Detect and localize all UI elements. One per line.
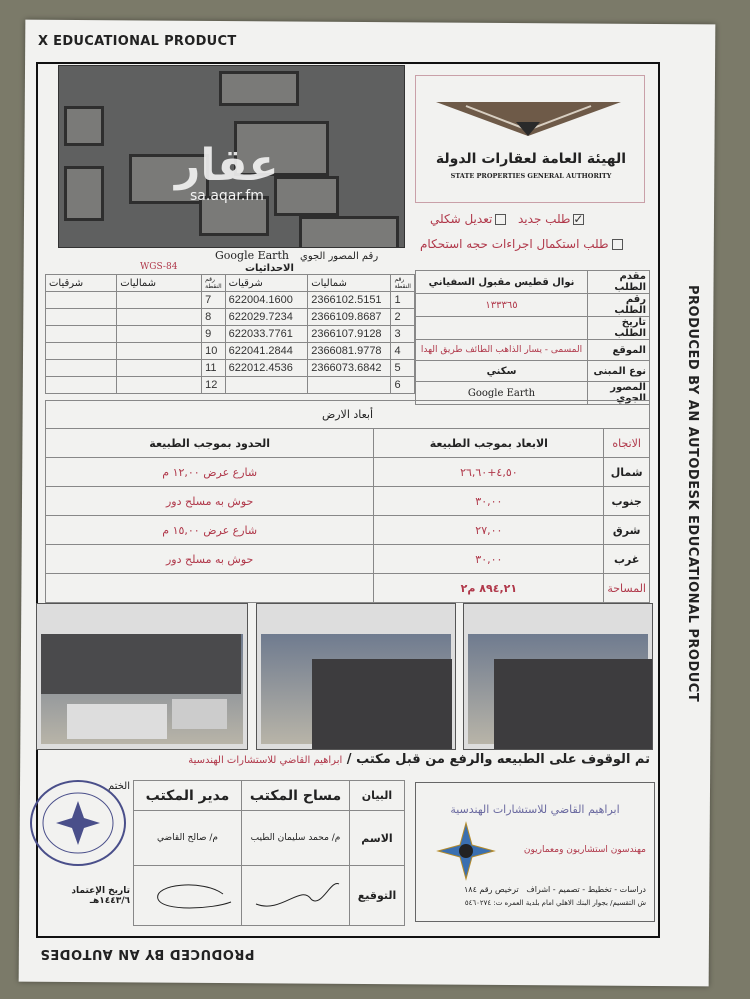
table-row: نوع المبنى سكني — [416, 361, 650, 382]
table-row: شرق ٢٧,٠٠ شارع عرض ١٥,٠٠ م — [46, 516, 650, 545]
educational-watermark-bottom: PRODUCED BY AN AUTODES — [40, 946, 255, 961]
land-dimensions-table: أبعاد الارض الاتجاه الابعاد بموجب الطبيعة الحدود بموجب الطبيعة شمال ٤,٥٠+٢٦,٦٠ شارع عرض ١٢,٠٠ م جنوب ٣٠,٠٠ حوش به مسلح دور شرق ٢٧,٠٠ شارع عرض ١٥,٠٠ م غرب ٣٠,٠٠ حوش به مسلح دور المساحة ٨٩٤,٢١ م٢ — [45, 400, 650, 603]
office-stamp-icon — [28, 776, 128, 871]
site-photo-1 — [36, 603, 248, 750]
table-row: شمال ٤,٥٠+٢٦,٦٠ شارع عرض ١٢,٠٠ م — [46, 458, 650, 487]
site-photo-3 — [463, 603, 653, 750]
table-row: مقدم الطلب نوال قطيس مقبول السفياني — [416, 271, 650, 294]
coordinates-table: شرقيات شماليات رقم النقطة شرقيات شماليات رقم النقطة 7 622004.1600 2366102.5151 1 8 622029.7234 2366109.8687 2 9 622033.7761 2366107.9128 3 10 622041.2844 2366081.9778 4 11 622012.4536 2366073.6842 5 12 6 — [45, 274, 415, 394]
educational-watermark-top: X EDUCATIONAL PRODUCT — [38, 34, 237, 49]
checkbox-formal-edit[interactable]: تعديل شكلي — [430, 212, 506, 226]
office-subtitle: مهندسون استشاريون ومعماريون — [523, 845, 646, 855]
aqar-watermark-logo: عقار — [175, 140, 279, 191]
office-card — [415, 782, 655, 922]
table-row: 11 622012.4536 2366073.6842 5 — [46, 360, 415, 377]
aerial-number-label: رقم المصور الجوي — [300, 251, 379, 262]
table-row: المساحة ٨٩٤,٢١ م٢ — [46, 574, 650, 603]
table-row: 8 622029.7234 2366109.8687 2 — [46, 309, 415, 326]
signatures-table: البيان مساح المكتب مدير المكتب الختم الاسم م/ محمد سليمان الطيب م/ صالح القاضي التوقيع تاريخ الإعتماد ١٤٤٣/٦هـ — [30, 780, 405, 926]
authority-name-en: STATE PROPERTIES GENERAL AUTHORITY — [450, 172, 612, 180]
table-row: الموقع المسمى - يسار الذاهب الطائف طريق الهدا — [416, 340, 650, 361]
table-row: 12 6 — [46, 377, 415, 394]
table-row: رقم الطلب ١٣٣٣٦٥ — [416, 294, 650, 317]
manager-signature — [134, 866, 242, 926]
authority-logo-box — [415, 75, 645, 203]
checkbox-new-request[interactable]: ✓طلب جديد — [518, 212, 584, 226]
datum-label: WGS-84 — [140, 262, 178, 272]
checkbox-checked-icon: ✓ — [573, 212, 584, 226]
checkbox-icon — [495, 214, 506, 225]
table-row: 9 622033.7761 2366107.9128 3 — [46, 326, 415, 343]
educational-watermark-right: PRODUCED BY AN AUTODESK EDUCATIONAL PRODUCT — [685, 285, 700, 703]
table-row: المصور الجوي Google Earth — [416, 382, 650, 405]
surveyor-signature — [242, 866, 350, 926]
checkbox-icon — [612, 239, 623, 250]
table-row: جنوب ٣٠,٠٠ حوش به مسلح دور — [46, 487, 650, 516]
survey-statement: تم الوقوف على الطبيعه والرفع من قبل مكتب / ابراهيم القاضي للاستشارات الهندسية — [188, 752, 650, 767]
table-row: 10 622041.2844 2366081.9778 4 — [46, 343, 415, 360]
site-photo-2 — [256, 603, 456, 750]
office-star-logo-icon — [436, 821, 496, 881]
coordinates-title: الاحداثيات — [245, 263, 294, 274]
aqar-watermark-url: sa.aqar.fm — [190, 188, 264, 204]
table-row: تاريخ الطلب — [416, 317, 650, 340]
authority-name-ar: الهيئة العامة لعقارات الدولة — [435, 151, 627, 167]
table-row: غرب ٣٠,٠٠ حوش به مسلح دور — [46, 545, 650, 574]
office-address: ش التقسيم/ بجوار البنك الاهلي امام بلدية العمره ت: ٥٤٦٠٢٧٤ — [464, 899, 646, 907]
office-name: ابراهيم القاضي للاستشارات الهندسية — [450, 803, 620, 816]
table-row: 7 622004.1600 2366102.5151 1 — [46, 292, 415, 309]
map-source-caption: Google Earth — [215, 249, 289, 262]
checkbox-complete-deed[interactable]: طلب استكمال اجراءات حجه استحكام — [420, 237, 623, 251]
request-info-table — [415, 270, 650, 405]
office-services: دراسات - تخطيط - تصميم - اشراف ترخيص رقم ١٨٤ — [463, 885, 646, 894]
authority-emblem-icon — [436, 94, 621, 136]
